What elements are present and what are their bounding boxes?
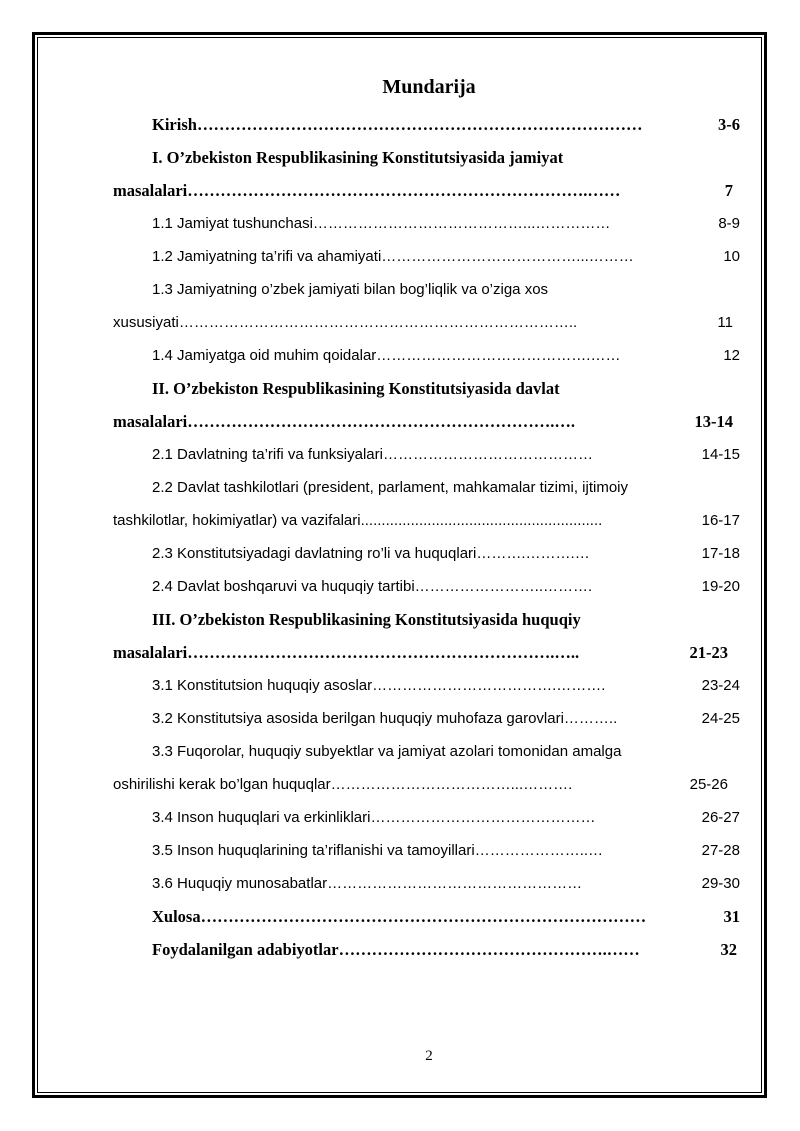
toc-section-heading-2 — [152, 379, 560, 399]
toc-entry-3-5 — [152, 841, 740, 861]
toc-entry-label: 2.4 Davlat boshqaruvi va huquqiy tartibi — [152, 578, 415, 595]
toc-page-number: 13-14 — [694, 412, 733, 431]
toc-entry-label: 1.4 Jamiyatga oid muhim qoidalar — [152, 347, 377, 364]
toc-page-number: 19-20 — [701, 578, 740, 595]
toc-entry-kirish — [152, 115, 740, 135]
toc-entry-1-4 — [152, 346, 740, 366]
toc-entry-1-3 — [113, 313, 733, 333]
toc-entry-1-1 — [152, 214, 740, 234]
toc-leader-dots: ……………………..………. — [414, 578, 593, 595]
toc-section-heading-3 — [152, 610, 581, 630]
toc-leader-dots: …………………………………………………………………….. — [178, 314, 578, 331]
toc-entry-label: oshirilishi kerak bo’lgan huquqlar — [113, 776, 331, 793]
toc-entry-3-1 — [152, 676, 740, 696]
toc-entry-label: 2.3 Konstitutsiyadagi davlatning ro’li va huquqlari — [152, 545, 477, 562]
toc-leader-dots: ……………………………….………. — [372, 677, 606, 694]
toc-entry-label: Xulosa — [152, 907, 201, 926]
toc-leader-dots: ……………………………………………………………………… — [196, 115, 643, 134]
toc-entry-1-2 — [152, 247, 740, 267]
toc-page-number: 10 — [723, 248, 740, 265]
toc-leader-dots: …………………………………...……… — [381, 248, 634, 265]
toc-entry-label: 2.1 Davlatning ta’rifi va funksiyalari — [152, 446, 383, 463]
toc-entry-label: 2.2 Davlat tashkilotlari (president, parlament, mahkamalar tizimi, ijtimoiy — [152, 479, 629, 496]
toc-entry-label: 3.1 Konstitutsion huquqiy asoslar — [152, 677, 373, 694]
toc-leader-dots: …………………………………………… — [327, 875, 583, 892]
toc-entry-label: 3.4 Inson huquqlari va erkinliklari — [152, 809, 371, 826]
toc-entry-3-4 — [152, 808, 740, 828]
toc-leader-dots: .......................................................... — [360, 512, 603, 529]
toc-entry-label: masalalari — [113, 412, 188, 431]
toc-entry-2-3 — [152, 544, 740, 564]
toc-leader-dots: …………………………………… — [382, 446, 593, 463]
toc-leader-dots: ……………………………………… — [370, 809, 596, 826]
toc-entry-3-3-heading — [152, 742, 621, 762]
toc-entry-label: 3.5 Inson huquqlarining ta’riflanishi va tamoyillari — [152, 842, 475, 859]
toc-leader-dots: …………………………………….…… — [376, 347, 621, 364]
toc-entry-3-3 — [113, 775, 728, 795]
toc-section-heading-1 — [152, 148, 563, 168]
toc-page-number: 8-9 — [718, 215, 740, 232]
toc-entry-label: I. O’zbekiston Respublikasining Konstitutsiyasida jamiyat — [152, 148, 564, 167]
toc-entry-label: Kirish — [152, 115, 197, 134]
toc-entry-2-2-heading — [152, 478, 628, 498]
toc-page-number: 31 — [723, 907, 740, 926]
toc-entry-section-2 — [113, 412, 733, 432]
toc-leader-dots: ………………………………...………. — [330, 776, 573, 793]
toc-entry-1-3-heading — [152, 280, 548, 300]
toc-entry-2-1 — [152, 445, 740, 465]
page-title: Mundarija — [382, 76, 476, 98]
toc-entry-label: 3.2 Konstitutsiya asosida berilgan huquqiy muhofaza garovlari — [152, 710, 564, 727]
toc-entry-label: xususiyati — [113, 314, 179, 331]
toc-entry-label: tashkilotlar, hokimiyatlar) va vazifalari — [113, 512, 361, 529]
toc-entry-3-6 — [152, 874, 740, 894]
toc-leader-dots: ………………………………………………………….….. — [187, 643, 580, 662]
toc-page-number: 29-30 — [701, 875, 740, 892]
toc-page-number: 23-24 — [701, 677, 740, 694]
toc-page-number: 17-18 — [701, 545, 740, 562]
toc-entry-label: masalalari — [113, 181, 188, 200]
toc-entry-foydalanilgan-adabiyotlar — [152, 940, 737, 960]
toc-page-number: 11 — [717, 314, 733, 331]
toc-page-number: 24-25 — [701, 710, 740, 727]
toc-leader-dots: ……………………………………………………………….…… — [187, 181, 621, 200]
toc-leader-dots: ……………………………………...…………… — [312, 215, 611, 232]
toc-page-number: 26-27 — [701, 809, 740, 826]
toc-entry-label: 1.3 Jamiyatning o’zbek jamiyati bilan bog’liqlik va o’ziga xos — [152, 281, 549, 298]
toc-entry-label: 3.6 Huquqiy munosabatlar — [152, 875, 328, 892]
toc-entry-xulosa — [152, 907, 740, 927]
toc-page-number: 25-26 — [689, 776, 728, 793]
toc-page-number: 32 — [720, 940, 737, 959]
toc-page-number: 16-17 — [701, 512, 740, 529]
toc-leader-dots: …………………..… — [474, 842, 604, 859]
toc-leader-dots: ………………………………………….…… — [338, 940, 640, 959]
toc-page-number: 3-6 — [718, 115, 740, 134]
toc-entry-section-3 — [113, 643, 728, 663]
toc-entry-label: 1.2 Jamiyatning ta’rifi va ahamiyati — [152, 248, 382, 265]
toc-entry-section-1 — [113, 181, 733, 201]
toc-entry-label: 1.1 Jamiyat tushunchasi — [152, 215, 313, 232]
toc-entry-3-2 — [152, 709, 740, 729]
toc-page-number: 14-15 — [701, 446, 740, 463]
toc-entry-label: 3.3 Fuqorolar, huquqiy subyektlar va jamiyat azolari tomonidan amalga — [152, 743, 622, 760]
toc-leader-dots: ………………………………………………………….…. — [187, 412, 575, 431]
toc-page-number: 21-23 — [689, 643, 728, 662]
toc-entry-2-2 — [113, 511, 740, 531]
toc-entry-label: Foydalanilgan adabiyotlar — [152, 940, 339, 959]
toc-leader-dots: ……….……….… — [476, 545, 590, 562]
toc-entry-2-4 — [152, 577, 740, 597]
toc-leader-dots: ……………………………………………………………………… — [200, 907, 647, 926]
toc-page-number: 12 — [723, 347, 740, 364]
toc-page-number: 7 — [724, 181, 733, 200]
page-number: 2 — [425, 1048, 433, 1064]
toc-entry-label: III. O’zbekiston Respublikasining Konstitutsiyasida huquqiy — [152, 610, 581, 629]
toc-page-number: 27-28 — [701, 842, 740, 859]
toc-entry-label: masalalari — [113, 643, 188, 662]
toc-entry-label: II. O’zbekiston Respublikasining Konstitutsiyasida davlat — [152, 379, 560, 398]
toc-leader-dots: ……….. — [563, 710, 618, 727]
